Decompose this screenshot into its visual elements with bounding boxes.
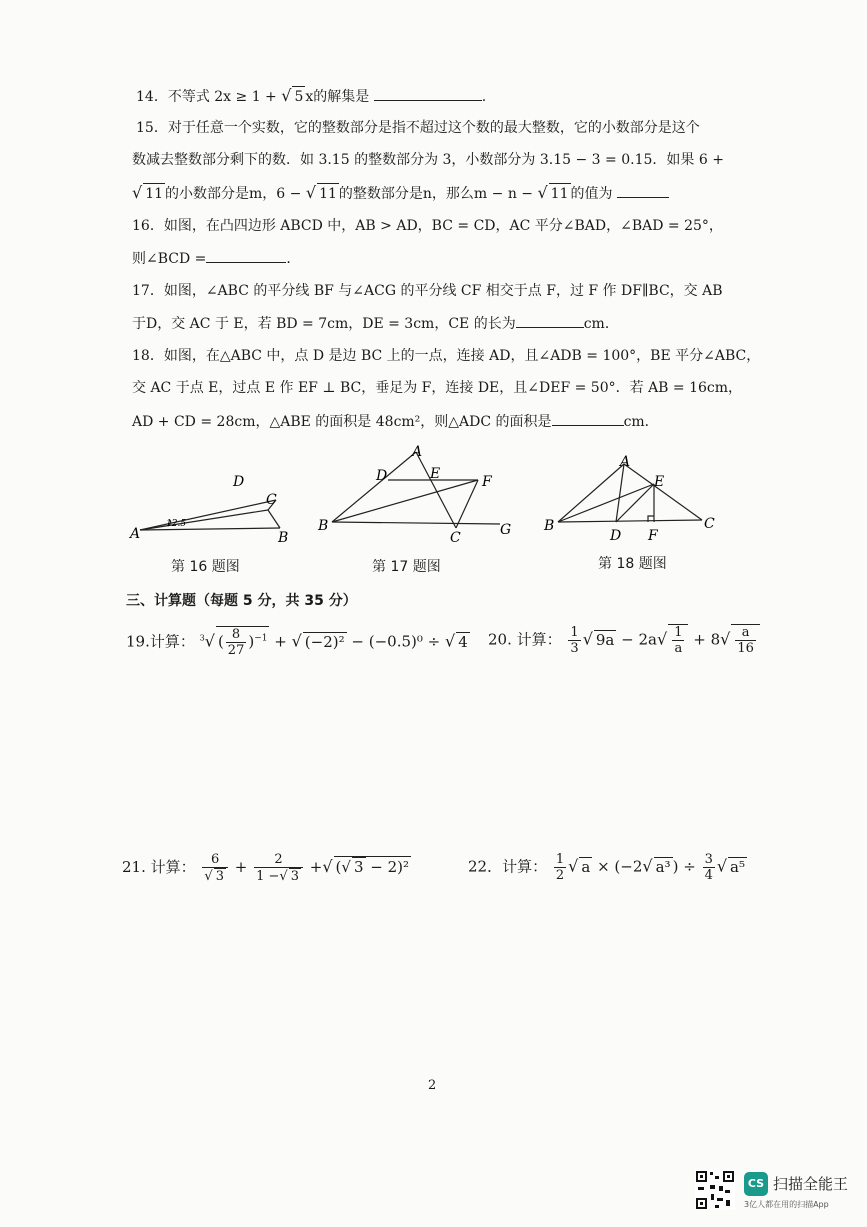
- fig18-segment-ac: [624, 464, 702, 520]
- camscanner-brand: 扫描全能王: [773, 1175, 849, 1193]
- fig17-label-b: B: [318, 518, 329, 534]
- problem-18-line1: 18．如图，在△ABC 中，点 D 是边 BC 上的一点，连接 AD，且∠ADB = 100°，BE 平分∠ABC，: [132, 348, 761, 364]
- fig16-label-b: B: [278, 530, 289, 546]
- answer-blank-18[interactable]: [552, 411, 624, 426]
- fig17-segment-ba: [332, 452, 416, 522]
- fig18-label-b: B: [544, 518, 555, 534]
- fig17-label-a: A: [412, 444, 423, 460]
- figure-17: [332, 452, 500, 528]
- fig17-label-c: C: [450, 530, 461, 546]
- fig16-segment-cb: [268, 510, 280, 528]
- problem-15-line3: √ 11 的小数部分是m，6 − √ 11 的整数部分是n，那么m − n − √ 11 的值为: [132, 183, 669, 204]
- fig18-label-e: E: [654, 474, 665, 490]
- fig16-angle-label: 12.5: [166, 519, 187, 529]
- fig16-label-a: A: [130, 526, 141, 542]
- fig18-segment-be: [558, 484, 654, 522]
- fig16-segment-ac: [140, 510, 268, 530]
- caption-fig16: 第 16 题图: [171, 559, 240, 575]
- calc-22: 22．计算： $\frac{1}{2}$ √ a × (−2√ a³ ) ÷ $\frac{3}{4}$ √ a⁵: [468, 852, 746, 883]
- problem-18-line2: 交 AC 于点 E，过点 E 作 EF ⊥ BC，垂足为 F，连接 DE，且∠DEF = 50°．若 AB = 16cm，: [132, 380, 743, 396]
- answer-blank-17[interactable]: [516, 313, 584, 328]
- fig16-label-d: D: [233, 474, 245, 490]
- answer-blank-14[interactable]: [374, 86, 482, 101]
- figure-18: [558, 464, 702, 522]
- qr-code-icon: [695, 1170, 735, 1210]
- problem-18-line3: AD + CD = 28cm，△ABE 的面积是 48cm²，则△ADC 的面积是 cm．: [132, 411, 659, 432]
- calc-19: 19.计算： $^3$√ ( $\frac{8}{27}$ )$^{-1}$ + √ (−2)² − (−0.5)⁰ ÷ √ 4: [126, 627, 468, 658]
- fig17-segment-cf: [456, 480, 478, 528]
- camscanner-tagline: 3亿人都在用的扫描App: [744, 1200, 829, 1209]
- answer-blank-16[interactable]: [206, 248, 286, 263]
- fig17-segment-bg: [332, 522, 500, 524]
- fig16-segment-ad: [140, 500, 276, 530]
- figure-16: [140, 500, 280, 530]
- section-3-heading: 三、计算题（每题 5 分，共 35 分）: [126, 593, 357, 609]
- fig17-segment-ac: [416, 452, 456, 528]
- fig17-label-g: G: [500, 522, 512, 538]
- caption-fig18: 第 18 题图: [598, 556, 667, 572]
- problem-16-line2: 则∠BCD = ．: [132, 248, 300, 269]
- fig16-label-c: C: [266, 492, 277, 508]
- calc-20: 20. 计算： $\frac{1}{3}$ √ 9a − 2a√ $\frac{1}{a}$ + 8√ $\frac{a}{16}$: [488, 624, 760, 656]
- problem-17-line1: 17．如图，∠ABC 的平分线 BF 与∠ACG 的平分线 CF 相交于点 F，过 F 作 DF∥BC，交 AB: [132, 283, 723, 299]
- fig17-label-f: F: [482, 474, 492, 490]
- fig17-label-d: D: [376, 468, 388, 484]
- caption-fig17: 第 17 题图: [372, 559, 441, 575]
- fig18-label-a: A: [620, 454, 631, 470]
- answer-blank-15[interactable]: [617, 183, 669, 198]
- fig17-label-e: E: [430, 466, 441, 482]
- fig18-label-d: D: [610, 528, 622, 544]
- fig18-segment-ba: [558, 464, 624, 522]
- camscanner-logo-icon: CS: [744, 1172, 768, 1196]
- fig16-segment-ab: [140, 528, 280, 530]
- problem-15-line1: 15．对于任意一个实数，它的整数部分是指不超过这个数的最大整数，它的小数部分是这个: [136, 120, 700, 136]
- problem-16-line1: 16．如图，在凸四边形 ABCD 中，AB > AD，BC = CD，AC 平分∠BAD，∠BAD = 25°，: [132, 218, 723, 234]
- fig18-label-f: F: [648, 528, 658, 544]
- fig18-segment-bc: [558, 520, 702, 522]
- problem-17-line2: 于D，交 AC 于 E，若 BD = 7cm，DE = 3cm，CE 的长为 cm．: [132, 313, 619, 334]
- fig18-segment-ad: [616, 464, 624, 522]
- fig18-label-c: C: [704, 516, 715, 532]
- figures-row: [120, 440, 760, 550]
- fig17-segment-bf: [332, 480, 478, 522]
- calc-21: 21. 计算： $\frac{6}{√ 3}$ + $\frac{2}{1 -√ 3}$ +√ (√ 3 − 2)²: [122, 852, 410, 884]
- problem-15-line2: 数减去整数部分剩下的数．如 3.15 的整数部分为 3，小数部分为 3.15 − 3 = 0.15．如果 6 +: [132, 152, 724, 168]
- problem-14: 14．不等式 2x ≥ 1 + √ 5 x的解集是 .: [136, 86, 487, 105]
- page-number: 2: [428, 1078, 437, 1093]
